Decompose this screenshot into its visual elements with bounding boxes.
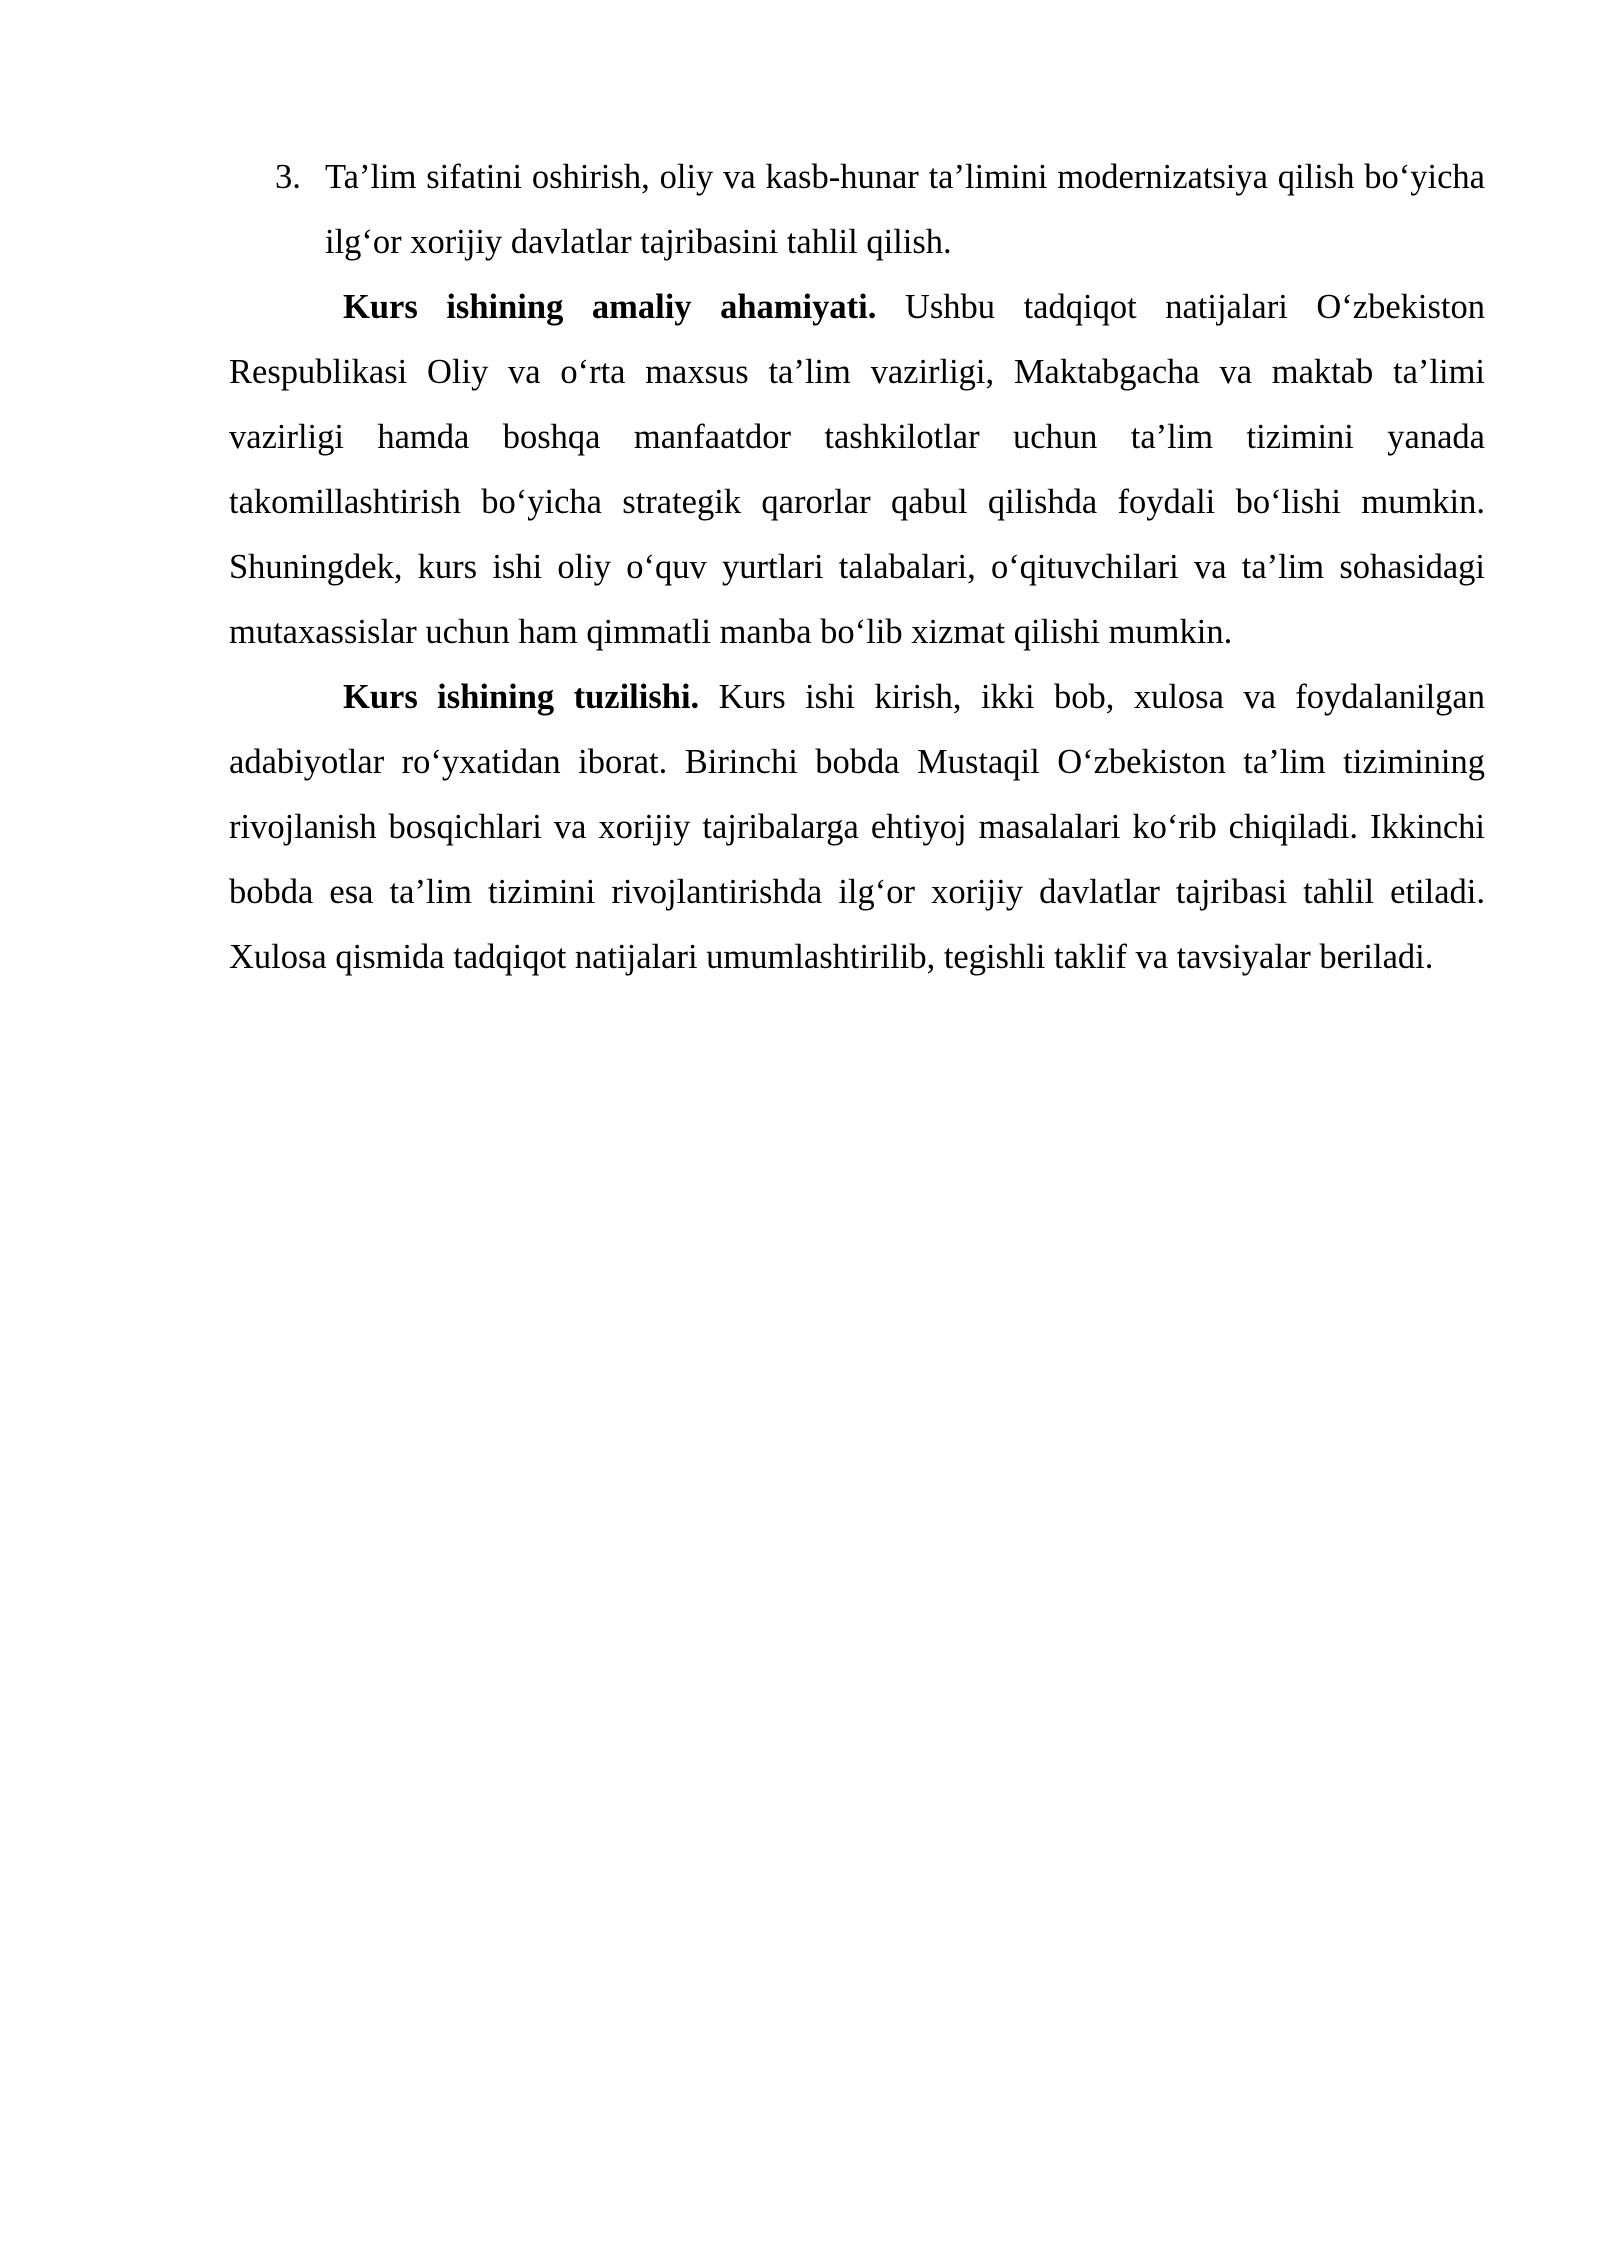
practical-significance-heading: Kurs ishining amaliy ahamiyati. <box>343 288 877 326</box>
structure-text: Kurs ishi kirish, ikki bob, xulosa va foydalanilgan adabiyotlar ro‘yxatidan iborat. Birinchi bobda Mustaqil O‘zbekiston ta’lim tizimining rivojlanish bosqichlari va xorijiy tajribalarga ehtiyoj masalalari ko‘rib chiqiladi. Ikkinchi bobda esa ta’lim tizimini rivojlantirishda ilg‘or xorijiy davlatlar tajribasi tahlil etiladi. Xulosa qismida tadqiqot natijalari umumlashtirilib, tegishli taklif va tavsiyalar beriladi. <box>229 678 1485 976</box>
document-body <box>229 145 1485 990</box>
structure-heading: Kurs ishining tuzilishi. <box>343 678 700 716</box>
practical-significance-text: Ushbu tadqiqot natijalari O‘zbekiston Respublikasi Oliy va o‘rta maxsus ta’lim vazirligi, Maktabgacha va maktab ta’limi vazirligi hamda boshqa manfaatdor tashkilotlar uchun ta’lim tizimini yanada takomillashtirish bo‘yicha strategik qarorlar qabul qilishda foydali bo‘lishi mumkin. Shuningdek, kurs ishi oliy o‘quv yurtlari talabalari, o‘qituvchilari va ta’lim sohasidagi mutaxassislar uchun ham qimmatli manba bo‘lib xizmat qilishi mumkin. <box>229 288 1486 651</box>
practical-significance-paragraph <box>229 275 1485 665</box>
list-item-text: Ta’lim sifatini oshirish, oliy va kasb-hunar ta’limini modernizatsiya qilish bo‘yicha ilg‘or xorijiy davlatlar tajribasini tahlil qilish. <box>325 158 1485 261</box>
numbered-list-item <box>229 145 1485 275</box>
structure-paragraph <box>229 665 1485 990</box>
list-item-number: 3. <box>275 158 301 196</box>
